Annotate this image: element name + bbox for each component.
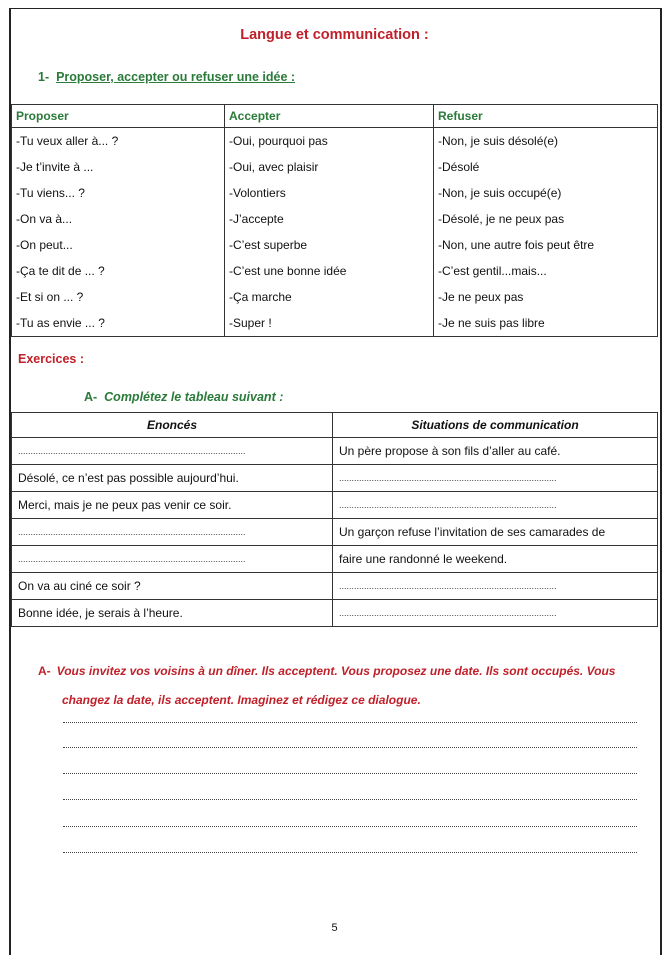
cell: -Super ! — [225, 310, 434, 337]
exercise-b-line-1: Vous invitez vos voisins à un dîner. Ils acceptent. Vous proposez une date. Ils sont occupés. Vous — [56, 664, 616, 678]
table-row — [12, 546, 658, 573]
cell: -Je ne suis pas libre — [434, 310, 658, 337]
exercise-a-label: Complétez le tableau suivant : — [104, 390, 284, 404]
fill-blank[interactable]: ........................................................................................... — [12, 519, 333, 546]
writing-line[interactable] — [63, 722, 637, 723]
expressions-table — [11, 104, 658, 337]
table-row — [12, 519, 658, 546]
table-row — [12, 492, 658, 519]
cell: Merci, mais je ne peux pas venir ce soir. — [12, 492, 333, 519]
table-row — [12, 180, 658, 206]
table-row — [12, 573, 658, 600]
cell: -Désolé — [434, 154, 658, 180]
exercise-b-instructions — [38, 657, 648, 715]
writing-line[interactable] — [63, 773, 637, 774]
cell: Bonne idée, je serais à l’heure. — [12, 600, 333, 627]
table-row — [12, 310, 658, 337]
table-row — [12, 284, 658, 310]
cell: Un garçon refuse l’invitation de ses camarades de — [333, 519, 658, 546]
table-row — [12, 232, 658, 258]
cell: -Non, je suis occupé(e) — [434, 180, 658, 206]
cell: -On peut... — [12, 232, 225, 258]
writing-line[interactable] — [63, 799, 637, 800]
col-header-enonces: Enoncés — [12, 413, 333, 438]
fill-blank[interactable]: ....................................................................................... — [333, 465, 658, 492]
cell: -Ça te dit de ... ? — [12, 258, 225, 284]
cell: Un père propose à son fils d’aller au café. — [333, 438, 658, 465]
exercise-a-heading — [84, 390, 283, 404]
table-row — [12, 258, 658, 284]
cell: -Tu veux aller à... ? — [12, 128, 225, 155]
cell: -On va à... — [12, 206, 225, 232]
cell: -J’accepte — [225, 206, 434, 232]
cell: -Je ne peux pas — [434, 284, 658, 310]
exercise-b-letter: A- — [38, 664, 51, 678]
section-1-heading — [38, 70, 295, 84]
cell: On va au ciné ce soir ? — [12, 573, 333, 600]
table-header-row — [12, 413, 658, 438]
fill-blank[interactable]: ........................................................................................... — [12, 546, 333, 573]
exercise-a-letter: A- — [84, 390, 98, 404]
col-header-situations: Situations de communication — [333, 413, 658, 438]
section-1-label: Proposer, accepter ou refuser une idée : — [56, 70, 296, 84]
cell: -C’est superbe — [225, 232, 434, 258]
section-1-number: 1- — [38, 70, 50, 84]
exercise-table — [11, 412, 658, 627]
cell: -Non, je suis désolé(e) — [434, 128, 658, 155]
writing-line[interactable] — [63, 747, 637, 748]
table-row — [12, 465, 658, 492]
exercices-heading: Exercices : — [18, 352, 85, 366]
cell: -Volontiers — [225, 180, 434, 206]
writing-line[interactable] — [63, 852, 637, 853]
writing-line[interactable] — [63, 826, 637, 827]
col-header-refuser: Refuser — [434, 105, 658, 128]
table-row — [12, 128, 658, 155]
cell: -Tu as envie ... ? — [12, 310, 225, 337]
cell: -Et si on ... ? — [12, 284, 225, 310]
table-header-row — [12, 105, 658, 128]
table-row — [12, 600, 658, 627]
cell: -C’est une bonne idée — [225, 258, 434, 284]
cell: -Tu viens... ? — [12, 180, 225, 206]
table-row — [12, 206, 658, 232]
fill-blank[interactable]: ........................................................................................... — [12, 438, 333, 465]
fill-blank[interactable]: ....................................................................................... — [333, 492, 658, 519]
page-title: Langue et communication : — [240, 27, 429, 43]
cell: -Oui, pourquoi pas — [225, 128, 434, 155]
cell: -Oui, avec plaisir — [225, 154, 434, 180]
table-row — [12, 154, 658, 180]
page-number: 5 — [331, 922, 338, 934]
cell: Désolé, ce n’est pas possible aujourd’hui. — [12, 465, 333, 492]
exercise-b-line-2: changez la date, ils acceptent. Imaginez et rédigez ce dialogue. — [62, 693, 421, 707]
table-row — [12, 438, 658, 465]
col-header-proposer: Proposer — [12, 105, 225, 128]
cell: -C’est gentil...mais... — [434, 258, 658, 284]
cell: faire une randonné le weekend. — [333, 546, 658, 573]
cell: -Ça marche — [225, 284, 434, 310]
cell: -Je t’invite à ... — [12, 154, 225, 180]
cell: -Non, une autre fois peut être — [434, 232, 658, 258]
col-header-accepter: Accepter — [225, 105, 434, 128]
cell: -Désolé, je ne peux pas — [434, 206, 658, 232]
fill-blank[interactable]: ....................................................................................... — [333, 600, 658, 627]
fill-blank[interactable]: ....................................................................................... — [333, 573, 658, 600]
